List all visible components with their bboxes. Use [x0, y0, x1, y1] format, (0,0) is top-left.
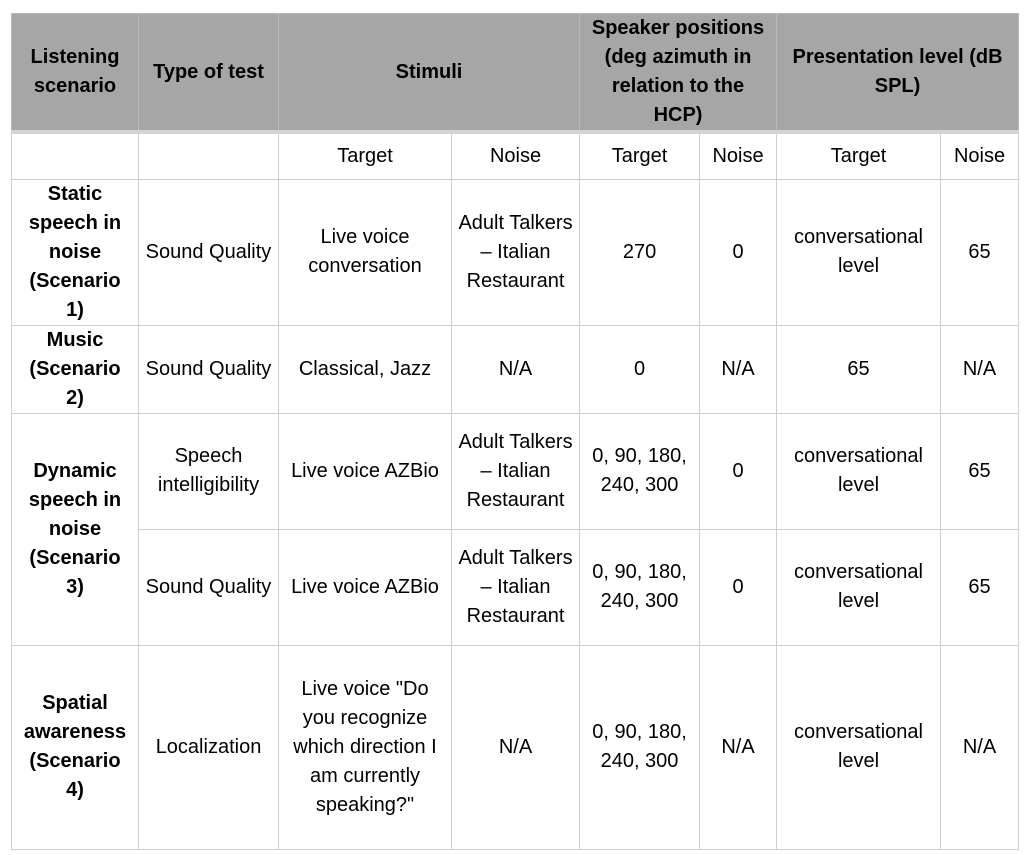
- subheader-empty-scenario: [12, 132, 139, 179]
- scenario-cell: Music (Scenario 2): [12, 325, 139, 413]
- position-noise-cell: N/A: [700, 645, 777, 849]
- stimuli-target-cell: Classical, Jazz: [279, 325, 452, 413]
- subheader-row: [12, 132, 1019, 179]
- position-noise-cell: 0: [700, 529, 777, 645]
- level-noise-cell: 65: [941, 529, 1019, 645]
- table-row: [12, 529, 1019, 645]
- position-target-cell: 0, 90, 180, 240, 300: [580, 529, 700, 645]
- level-target-cell: conversational level: [777, 529, 941, 645]
- stimuli-noise-cell: N/A: [452, 645, 580, 849]
- level-target-cell: 65: [777, 325, 941, 413]
- scenario-table: [11, 13, 1019, 850]
- scenario-cell: Spatial awareness (Scenario 4): [12, 645, 139, 849]
- position-noise-cell: 0: [700, 413, 777, 529]
- subheader-position-noise: Noise: [700, 132, 777, 179]
- level-target-cell: conversational level: [777, 645, 941, 849]
- table-row: [12, 325, 1019, 413]
- subheader-stimuli-noise: Noise: [452, 132, 580, 179]
- stimuli-target-cell: Live voice AZBio: [279, 529, 452, 645]
- test-type-cell: Speech intelligibility: [139, 413, 279, 529]
- stimuli-noise-cell: N/A: [452, 325, 580, 413]
- position-noise-cell: N/A: [700, 325, 777, 413]
- test-type-cell: Sound Quality: [139, 179, 279, 325]
- level-noise-cell: 65: [941, 413, 1019, 529]
- table-row: [12, 413, 1019, 529]
- header-stimuli: Stimuli: [279, 14, 580, 133]
- stimuli-noise-cell: Adult Talkers – Italian Restaurant: [452, 529, 580, 645]
- level-noise-cell: N/A: [941, 645, 1019, 849]
- subheader-empty-test: [139, 132, 279, 179]
- header-type-of-test: Type of test: [139, 14, 279, 133]
- position-target-cell: 0, 90, 180, 240, 300: [580, 413, 700, 529]
- stimuli-target-cell: Live voice conversation: [279, 179, 452, 325]
- stimuli-target-cell: Live voice AZBio: [279, 413, 452, 529]
- scenario-cell: Dynamic speech in noise (Scenario 3): [12, 413, 139, 645]
- position-noise-cell: 0: [700, 179, 777, 325]
- stimuli-noise-cell: Adult Talkers – Italian Restaurant: [452, 179, 580, 325]
- level-target-cell: conversational level: [777, 413, 941, 529]
- table-row: [12, 645, 1019, 849]
- subheader-stimuli-target: Target: [279, 132, 452, 179]
- position-target-cell: 0, 90, 180, 240, 300: [580, 645, 700, 849]
- subheader-level-noise: Noise: [941, 132, 1019, 179]
- position-target-cell: 0: [580, 325, 700, 413]
- position-target-cell: 270: [580, 179, 700, 325]
- stimuli-target-cell: Live voice "Do you recognize which direction I am currently speaking?": [279, 645, 452, 849]
- header-speaker-positions: Speaker positions (deg azimuth in relation to the HCP): [580, 14, 777, 133]
- subheader-level-target: Target: [777, 132, 941, 179]
- table-row: [12, 179, 1019, 325]
- test-type-cell: Localization: [139, 645, 279, 849]
- level-target-cell: conversational level: [777, 179, 941, 325]
- header-presentation-level: Presentation level (dB SPL): [777, 14, 1019, 133]
- test-type-cell: Sound Quality: [139, 325, 279, 413]
- subheader-position-target: Target: [580, 132, 700, 179]
- level-noise-cell: N/A: [941, 325, 1019, 413]
- level-noise-cell: 65: [941, 179, 1019, 325]
- stimuli-noise-cell: Adult Talkers – Italian Restaurant: [452, 413, 580, 529]
- header-listening-scenario: Listening scenario: [12, 14, 139, 133]
- header-row: [12, 14, 1019, 133]
- test-type-cell: Sound Quality: [139, 529, 279, 645]
- scenario-cell: Static speech in noise (Scenario 1): [12, 179, 139, 325]
